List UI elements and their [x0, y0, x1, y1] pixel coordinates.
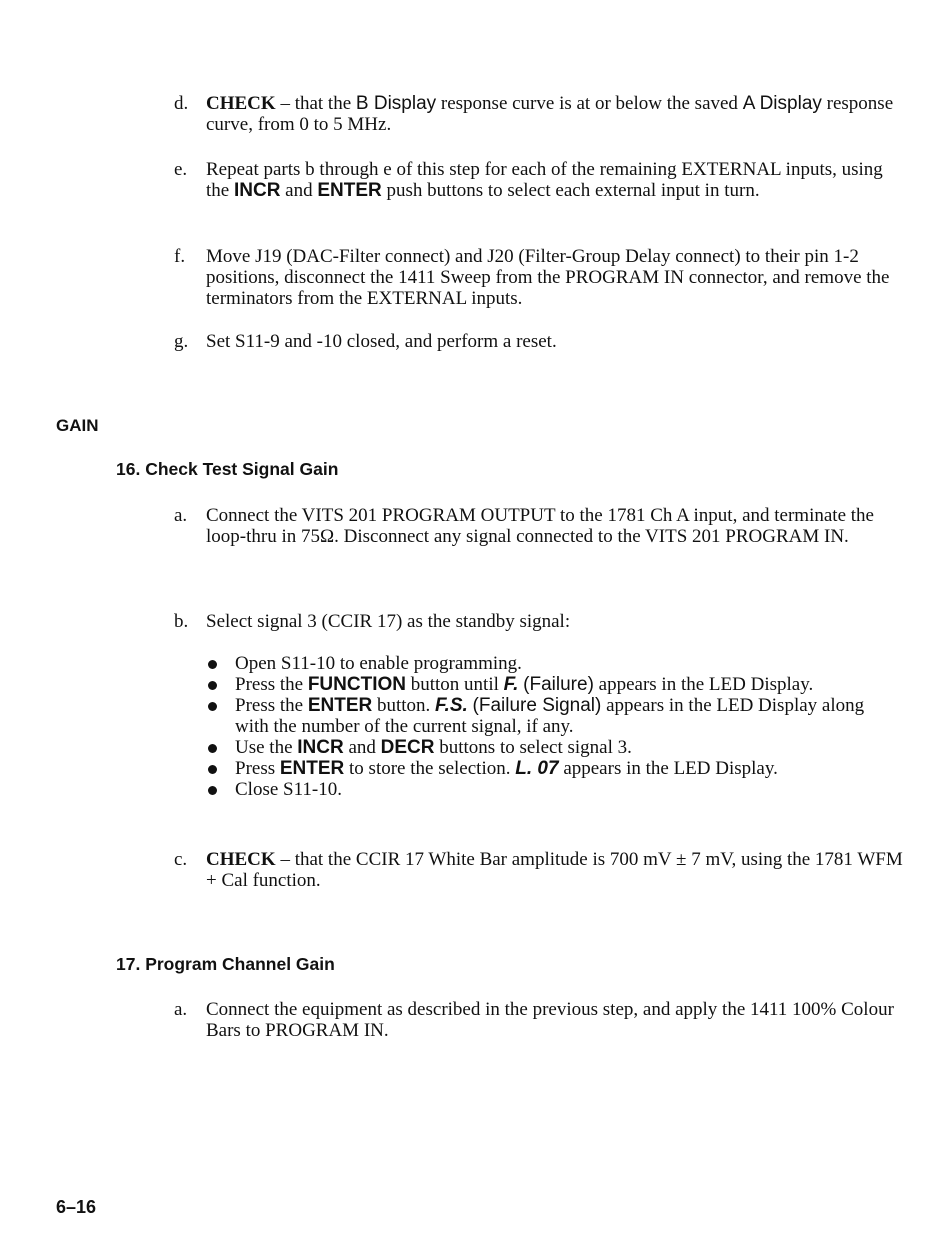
- bullet-item: [204, 695, 894, 737]
- text-run: – that the: [275, 93, 356, 114]
- text-run: FUNCTION: [307, 674, 406, 695]
- text-run: (Failure Signal): [472, 695, 602, 716]
- text-run: DECR: [380, 737, 435, 758]
- bullet-icon: [208, 702, 217, 711]
- text-run: appears in the LED Display along with the number of the current signal, if any.: [235, 695, 865, 737]
- item-letter: f.: [174, 246, 186, 267]
- step16-item-c: [174, 849, 904, 891]
- text-run: and: [280, 180, 318, 201]
- bullet-item: [204, 779, 894, 800]
- bullet-item: [204, 653, 894, 674]
- item-text: [206, 246, 904, 309]
- bullet-list: [204, 653, 894, 800]
- item-text: [206, 999, 904, 1041]
- text-run: B Display: [355, 93, 437, 114]
- step-item-f: [174, 246, 904, 309]
- text-run: Select signal 3 (CCIR 17) as the standby signal:: [206, 611, 571, 632]
- item-text: [206, 93, 904, 135]
- text-run: buttons to select signal 3.: [434, 737, 632, 758]
- text-run: .: [808, 674, 814, 695]
- text-run: L. 07: [515, 758, 559, 779]
- item-letter: b.: [174, 611, 189, 632]
- step17-item-a: [174, 999, 904, 1041]
- bullet-icon: [208, 786, 217, 795]
- item-letter: e.: [174, 159, 188, 180]
- text-run: CHECK: [206, 93, 276, 114]
- step-item-d: [174, 93, 904, 135]
- text-run: Press: [235, 758, 280, 779]
- text-run: Use the: [235, 737, 298, 758]
- text-run: Connect the VITS 201 PROGRAM OUTPUT to the 1781 Ch A input, and terminate the loop-thru in 75Ω. Disconnect any signal connected to the VITS 201 PROGRAM IN.: [206, 505, 874, 547]
- text-run: Press the: [235, 674, 308, 695]
- bullet-item: [204, 674, 894, 695]
- bullet-icon: [208, 660, 217, 669]
- text-run: Press the: [235, 695, 308, 716]
- bullet-icon: [208, 744, 217, 753]
- text-run: INCR: [297, 737, 344, 758]
- text-run: ENTER: [279, 758, 345, 779]
- text-run: button until: [405, 674, 504, 695]
- bullet-item: [204, 758, 894, 779]
- item-text: [206, 611, 904, 632]
- text-run: CHECK: [206, 849, 276, 870]
- text-run: appears in the: [593, 674, 709, 695]
- item-letter: a.: [174, 999, 188, 1020]
- text-run: Close S11-10.: [235, 779, 342, 800]
- text-run: F.S.: [435, 695, 468, 716]
- text-run: button.: [372, 695, 436, 716]
- text-run: (Failure): [523, 674, 594, 695]
- step-16-title: 16. Check Test Signal Gain: [116, 459, 339, 479]
- text-run: push buttons to select each external input in turn.: [381, 180, 760, 201]
- text-run: to store the selection.: [344, 758, 516, 779]
- text-run: response curve, from 0 to 5 MHz.: [206, 93, 894, 135]
- step16-item-b: [174, 611, 904, 632]
- step16-item-a: [174, 505, 904, 547]
- text-run: appears in the LED Display.: [558, 758, 778, 779]
- step-item-e: [174, 159, 904, 201]
- text-run: F.: [503, 674, 519, 695]
- text-run: ENTER: [317, 180, 382, 201]
- text-run: Repeat parts b through e of this step for each of the remaining EXTERNAL inputs, using the: [206, 159, 883, 201]
- section-title: GAIN: [56, 416, 99, 435]
- item-text: [206, 159, 904, 201]
- text-run: response curve is at or below the saved: [436, 93, 743, 114]
- step-item-g: [174, 331, 904, 352]
- text-run: ENTER: [307, 695, 373, 716]
- bullet-item: [204, 737, 894, 758]
- text-run: Open S11-10 to enable programming.: [235, 653, 522, 674]
- bullet-icon: [208, 765, 217, 774]
- page-number: 6–16: [56, 1197, 97, 1217]
- step-17-title: 17. Program Channel Gain: [116, 954, 335, 974]
- text-run: Connect the equipment as described in the previous step, and apply the 1411 100% Colour Bars to PROGRAM IN.: [206, 999, 894, 1041]
- item-text: [206, 331, 904, 352]
- item-letter: d.: [174, 93, 189, 114]
- item-letter: a.: [174, 505, 188, 526]
- text-run: and: [343, 737, 381, 758]
- item-text: [206, 505, 904, 547]
- item-letter: c.: [174, 849, 188, 870]
- text-run: Move J19 (DAC-Filter connect) and J20 (Filter-Group Delay connect) to their pin 1-2 positions, disconnect the 1411 Sweep from the PROGRAM IN connector, and remove the terminators from the EXTERNAL inputs.: [206, 246, 890, 309]
- text-run: Set S11-9 and -10 closed, and perform a reset.: [206, 331, 557, 352]
- item-text: [206, 849, 904, 891]
- text-run: LED Display: [708, 674, 809, 695]
- bullet-icon: [208, 681, 217, 690]
- text-run: A Display: [742, 93, 822, 114]
- item-letter: g.: [174, 331, 189, 352]
- text-run: INCR: [233, 180, 281, 201]
- text-run: – that the CCIR 17 White Bar amplitude is 700 mV ± 7 mV, using the 1781 WFM + Cal function.: [206, 849, 903, 891]
